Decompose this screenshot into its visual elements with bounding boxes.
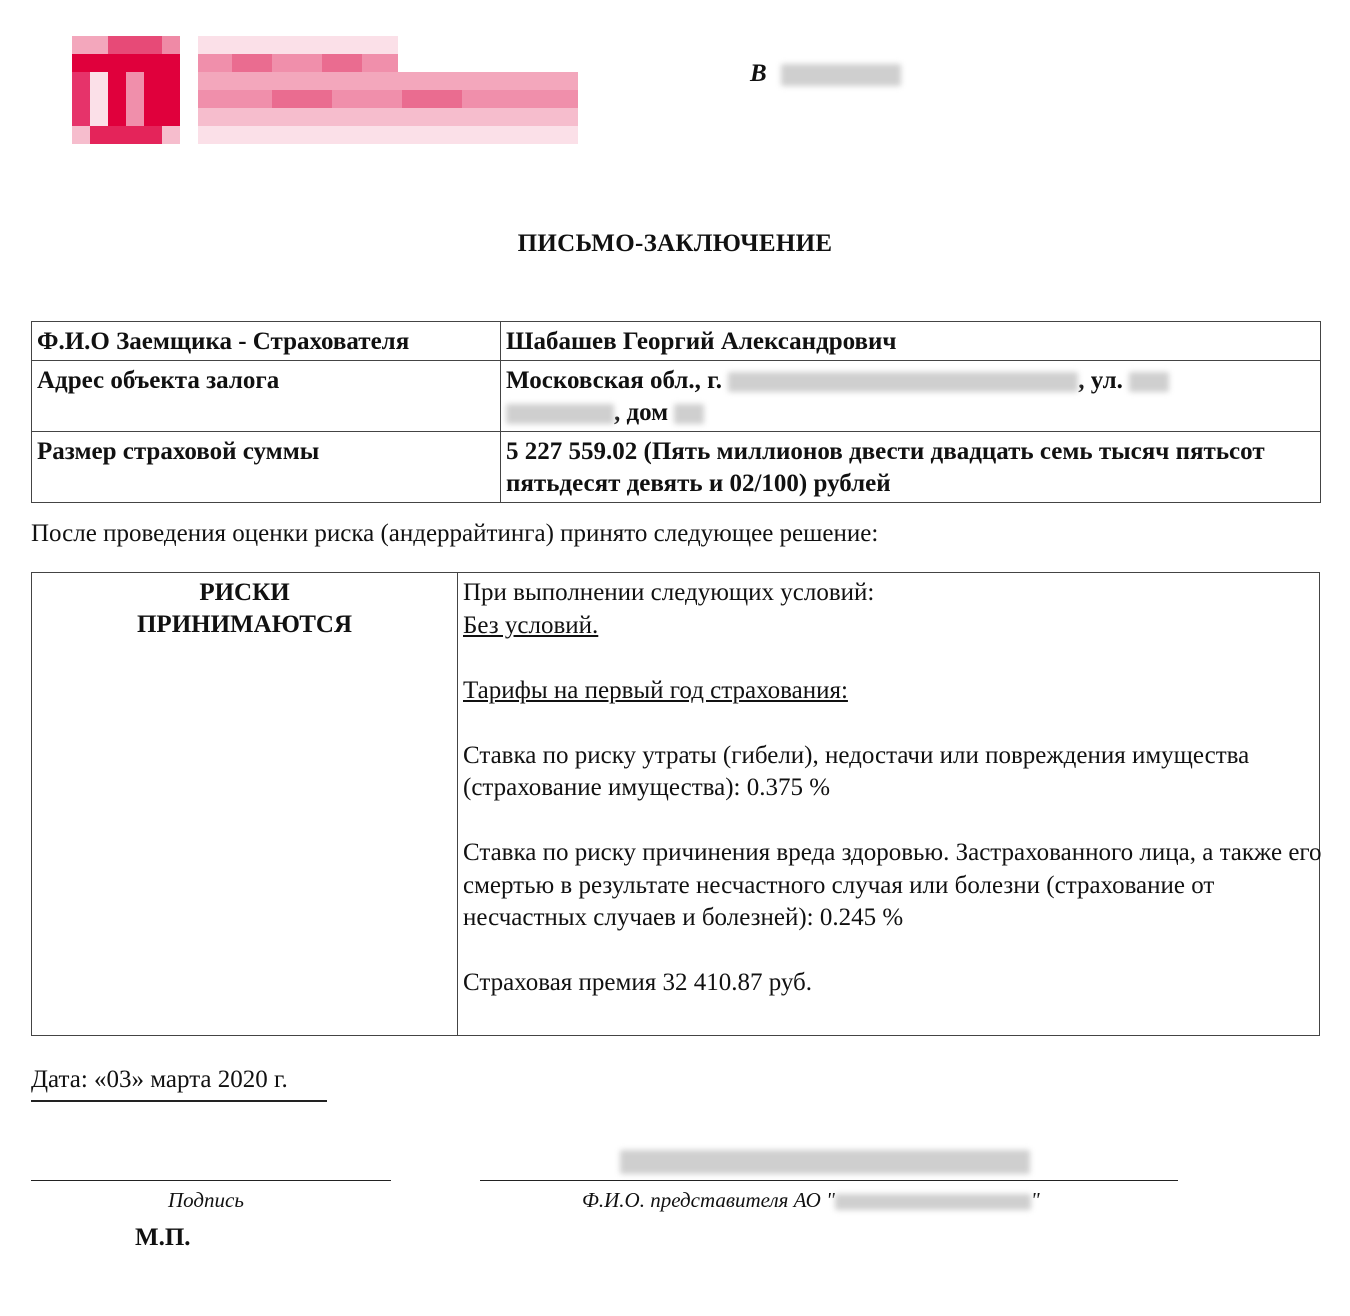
addressee-prefix: В [750, 60, 767, 87]
redacted-addressee [781, 64, 901, 86]
insurance-premium: Страховая премия 32 410.87 руб. [463, 969, 813, 996]
document-title: ПИСЬМО-ЗАКЛЮЧЕНИЕ [517, 230, 833, 257]
tariffs-heading: Тарифы на первый год страхования: [463, 676, 848, 704]
signature-line [31, 1180, 391, 1181]
decision-box [31, 572, 1320, 1036]
blurred-company-logo-icon [72, 36, 578, 144]
representative-line [480, 1180, 1178, 1181]
address-house-prefix: , дом [614, 399, 669, 426]
redacted-company-name [835, 1194, 1031, 1210]
health-rate: Ставка по риску причинения вреда здоровью. Застрахованного лица, а также его смертью в результате несчастного случая или болезни (страхование от несчастных случаев и болезней): 0.245 % [463, 839, 1322, 931]
decision-intro: После проведения оценки риска (андеррайтинга) принято следующее решение: [31, 520, 879, 547]
company-logo [72, 36, 578, 144]
borrower-value: Шабашев Георгий Александрович [501, 322, 1321, 361]
redacted-representative-name [620, 1150, 1030, 1174]
stamp-placeholder: М.П. [135, 1224, 191, 1251]
borrower-label: Ф.И.О Заемщика - Страхователя [32, 322, 501, 361]
addressee-line [750, 60, 901, 88]
sum-value: 5 227 559.02 (Пять миллионов двести двадцать семь тысяч пятьсот пятьдесят девять и 02/100) рублей [501, 432, 1321, 503]
conditions-value: Без условий. [463, 611, 599, 639]
conditions-cell [463, 577, 1323, 1032]
verdict-line-2: ПРИНИМАЮТСЯ [136, 611, 352, 638]
address-label: Адрес объекта залога [32, 361, 501, 432]
representative-label-suffix: " [1030, 1188, 1040, 1212]
table-row [32, 432, 1321, 503]
table-row [32, 361, 1321, 432]
redacted-city [728, 372, 1078, 392]
verdict-cell [32, 573, 458, 1035]
representative-label-prefix: Ф.И.О. представителя АО " [582, 1188, 835, 1212]
verdict-line-1: РИСКИ [199, 579, 290, 606]
redacted-street [1129, 372, 1169, 392]
conditions-heading: При выполнении следующих условий: [463, 579, 875, 606]
redacted-house [674, 404, 704, 424]
redacted-street-cont [506, 404, 614, 424]
representative-label [582, 1188, 1040, 1213]
table-row [32, 322, 1321, 361]
document-date: Дата: «03» марта 2020 г. [31, 1066, 327, 1102]
property-rate: Ставка по риску утраты (гибели), недостачи или повреждения имущества (страхование имущества): 0.375 % [463, 741, 1250, 801]
info-table [31, 321, 1321, 503]
address-region: Московская обл., г. [506, 367, 722, 394]
address-street-prefix: , ул. [1078, 367, 1123, 394]
signature-label: Подпись [168, 1188, 244, 1212]
address-value [501, 361, 1321, 432]
sum-label: Размер страховой суммы [32, 432, 501, 503]
